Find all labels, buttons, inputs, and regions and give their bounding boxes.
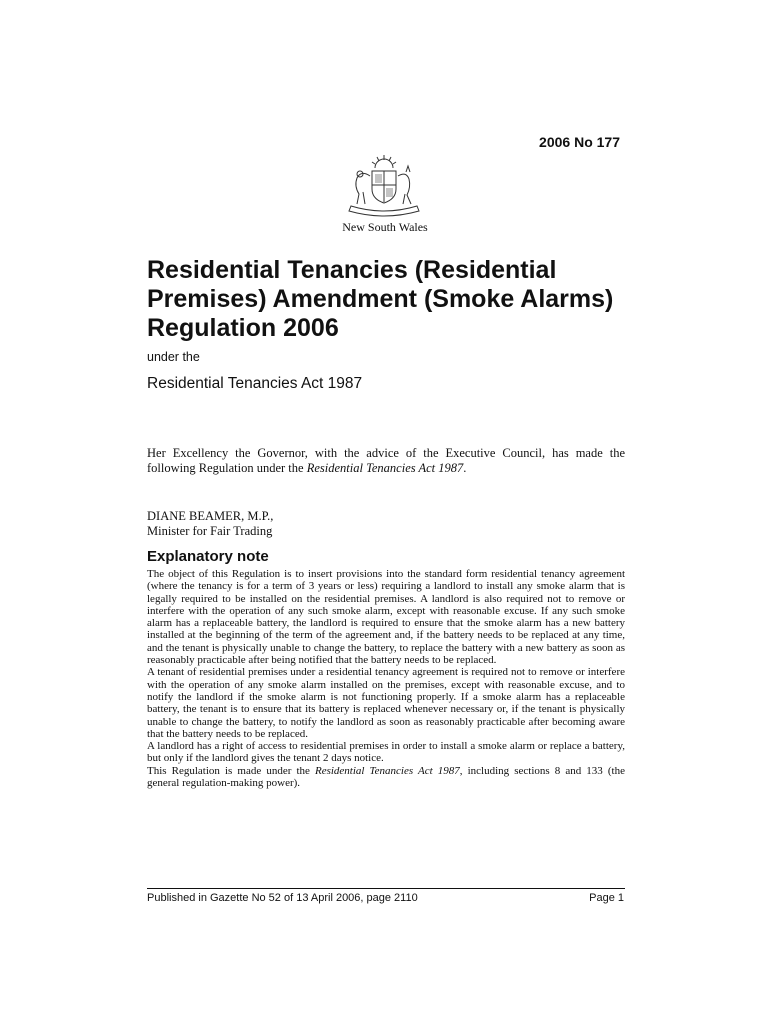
footer-divider <box>147 888 625 889</box>
note-paragraph-2: A tenant of residential premises under a residential tenancy agreement is required not to remove or interfere with the operation of any smoke alarm installed on the premises, except with reasonable excuse, and to notify the landlord if the smoke alarm is not functioning properly. If a smoke alarm has a replaceable battery, the tenant is to ensure that its battery is replaced whenever necessary or, if the tenant is physically unable to change the battery, to notify the landlord as soon as reasonably practicable after becoming aware that the battery needs to be replaced. <box>147 666 625 740</box>
nsw-coat-of-arms-icon <box>339 152 429 218</box>
jurisdiction-label: New South Wales <box>342 220 428 234</box>
note-p4-text: This Regulation is made under the <box>147 764 315 777</box>
explanatory-note-body <box>147 568 625 789</box>
note-p4-act-name: Residential Tenancies Act 1987 <box>314 764 460 777</box>
signatory-name: DIANE BEAMER, M.P., <box>147 509 274 523</box>
act-name: Residential Tenancies Act 1987 <box>147 375 363 392</box>
explanatory-note-heading: Explanatory note <box>147 548 269 565</box>
note-paragraph-4 <box>147 765 625 790</box>
preamble-end: . <box>463 461 467 475</box>
signatory-block <box>147 509 273 539</box>
regulation-number: 2006 No 177 <box>539 134 620 150</box>
signatory-role: Minister for Fair Trading <box>147 524 273 538</box>
gazette-publication-note: Published in Gazette No 52 of 13 April 2006, page 2110 <box>147 892 418 904</box>
under-the-label: under the <box>147 350 200 364</box>
note-p4-end: , including sections 8 and 133 (the general regulation-making power). <box>147 764 625 790</box>
page-number: Page 1 <box>589 892 624 904</box>
preamble-act-name: Residential Tenancies Act 1987 <box>306 461 464 475</box>
note-paragraph-3: A landlord has a right of access to residential premises in order to install a smoke alarm or replace a battery, but only if the landlord gives the tenant 2 days notice. <box>147 740 625 765</box>
regulation-title: Residential Tenancies (Residential Premises) Amendment (Smoke Alarms) Regulation 2006 <box>147 256 614 342</box>
preamble-text: Her Excellency the Governor, with the advice of the Executive Council, has made the following Regulation under the <box>147 446 625 475</box>
enacting-preamble <box>147 446 625 476</box>
note-paragraph-1: The object of this Regulation is to insert provisions into the standard form residential tenancy agreement (where the tenancy is for a term of 3 years or less) requiring a landlord to install any smoke alarm that is legally required to be installed on the residential premises. A landlord is also required not to remove or interfere with the operation of any such smoke alarm, except with reasonable excuse. If any such smoke alarm has a replaceable battery, the landlord is required to ensure that the smoke alarm has a new battery installed at the beginning of the term of the agreement and, if the battery needs to be replaced at any time, and the tenant is physically unable to change the battery, to replace the battery with a new battery as soon as reasonably practicable after being notified that the battery needs to be replaced. <box>147 568 625 667</box>
